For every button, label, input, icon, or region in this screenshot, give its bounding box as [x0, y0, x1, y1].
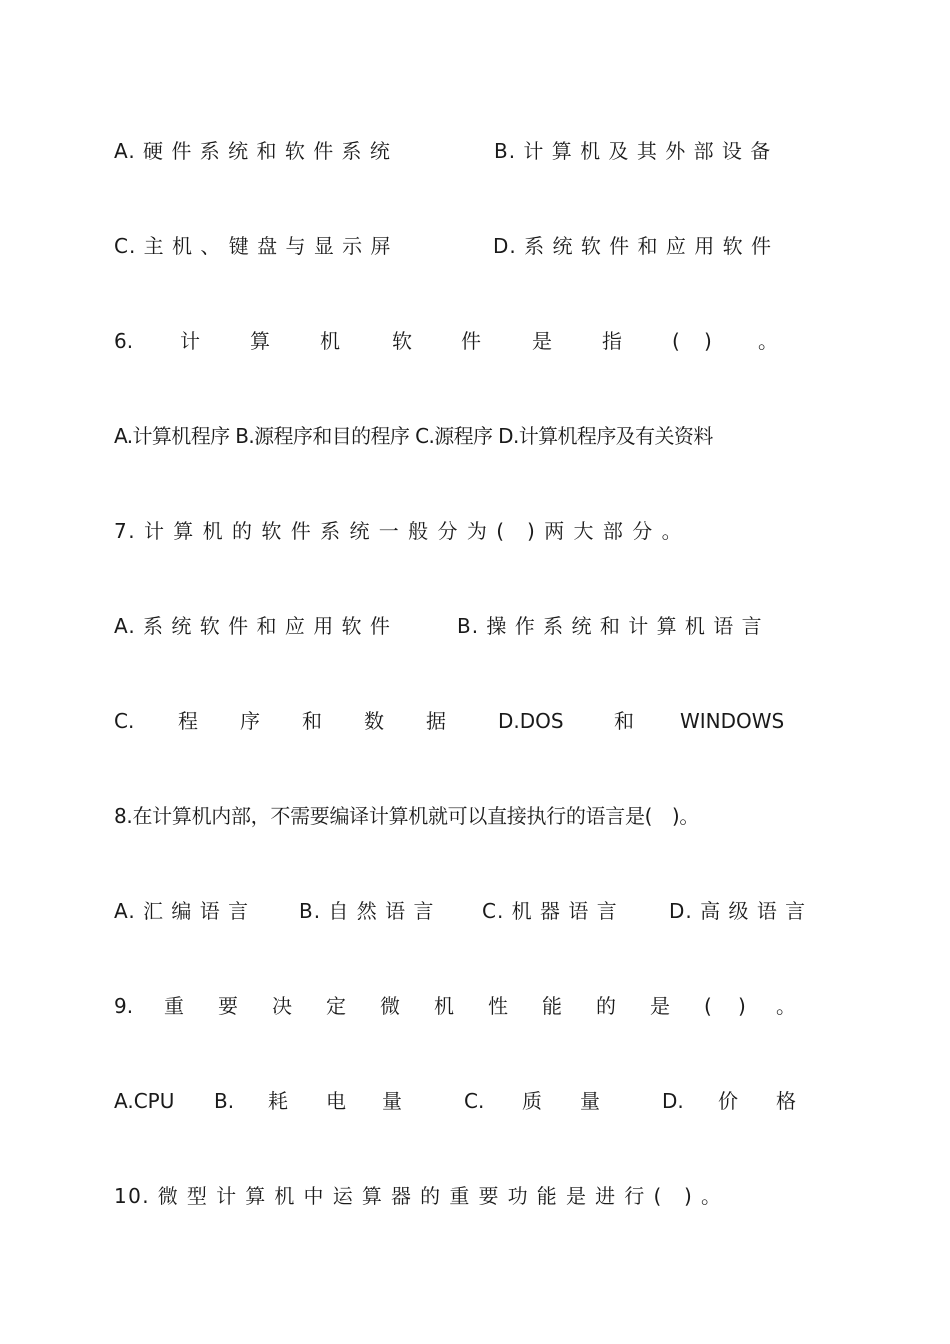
q7-char: 序	[240, 709, 260, 733]
question-10: 10. 微 型 计 算 机 中 运 算 器 的 重 要 功 能 是 进 行 ( ) 。	[114, 1184, 723, 1208]
q7-char: 和	[302, 709, 322, 733]
q6-char: 机	[320, 329, 340, 353]
q8-option-d: D. 高 级 语 言	[669, 899, 807, 923]
q7-option-c-label: C.	[114, 709, 135, 733]
q9-paren-open: (	[704, 994, 712, 1018]
q9-char: 质	[522, 1089, 542, 1113]
q7-char: 程	[178, 709, 198, 733]
q9-option-b-label: B.	[214, 1089, 235, 1113]
q9-char: 的	[596, 994, 616, 1018]
q9-option-c-label: C.	[464, 1089, 485, 1113]
option-c-line-2: C. 主 机 、 键 盘 与 显 示 屏	[114, 234, 392, 258]
q9-char: 重	[164, 994, 184, 1018]
q9-number: 9.	[114, 994, 134, 1018]
q9-period: 。	[776, 994, 796, 1018]
q9-option-a: A.CPU	[114, 1089, 175, 1113]
q6-period: 。	[758, 329, 778, 353]
option-b-line-1: B. 计 算 机 及 其 外 部 设 备	[494, 139, 772, 163]
q6-char: 件	[461, 329, 481, 353]
q9-char: 定	[326, 994, 346, 1018]
q9-char: 耗	[268, 1089, 288, 1113]
q9-char: 能	[542, 994, 562, 1018]
q9-char: 微	[380, 994, 400, 1018]
q9-char: 电	[326, 1089, 346, 1113]
q6-number: 6.	[114, 329, 134, 353]
q9-char: 决	[272, 994, 292, 1018]
q7-option-a: A. 系 统 软 件 和 应 用 软 件	[114, 614, 391, 638]
q7-char: 数	[364, 709, 384, 733]
q6-paren-close: )	[704, 329, 712, 353]
q7-char: 和	[614, 709, 634, 733]
q6-char: 算	[250, 329, 270, 353]
question-8: 8.在计算机内部，不需要编译计算机就可以直接执行的语言是( )。	[114, 804, 700, 828]
q9-char: 性	[488, 994, 508, 1018]
option-d-line-2: D. 系 统 软 件 和 应 用 软 件	[493, 234, 772, 258]
q8-option-b: B. 自 然 语 言	[299, 899, 435, 923]
q8-option-a: A. 汇 编 语 言	[114, 899, 250, 923]
q6-char: 计	[180, 329, 200, 353]
q9-char: 量	[580, 1089, 600, 1113]
q7-option-d-label: D.DOS	[498, 709, 564, 733]
q6-paren-open: (	[672, 329, 680, 353]
question-7: 7. 计 算 机 的 软 件 系 统 一 般 分 为 ( ) 两 大 部 分 。	[114, 519, 684, 543]
q9-char: 价	[718, 1089, 738, 1113]
q6-char: 指	[602, 329, 622, 353]
q7-char: 据	[426, 709, 446, 733]
q6-char: 软	[392, 329, 412, 353]
q9-paren-close: )	[738, 994, 746, 1018]
q9-char: 量	[382, 1089, 402, 1113]
q6-char: 是	[532, 329, 552, 353]
q9-char: 要	[218, 994, 238, 1018]
q9-char: 格	[776, 1089, 796, 1113]
q7-option-b: B. 操 作 系 统 和 计 算 机 语 言	[457, 614, 763, 638]
q8-option-c: C. 机 器 语 言	[482, 899, 618, 923]
q9-option-d-label: D.	[662, 1089, 684, 1113]
q6-options: A.计算机程序 B.源程序和目的程序 C.源程序 D.计算机程序及有关资料	[114, 424, 713, 448]
q9-char: 是	[650, 994, 670, 1018]
option-a-line-1: A. 硬 件 系 统 和 软 件 系 统	[114, 139, 391, 163]
q7-windows: WINDOWS	[680, 709, 785, 733]
q9-char: 机	[434, 994, 454, 1018]
